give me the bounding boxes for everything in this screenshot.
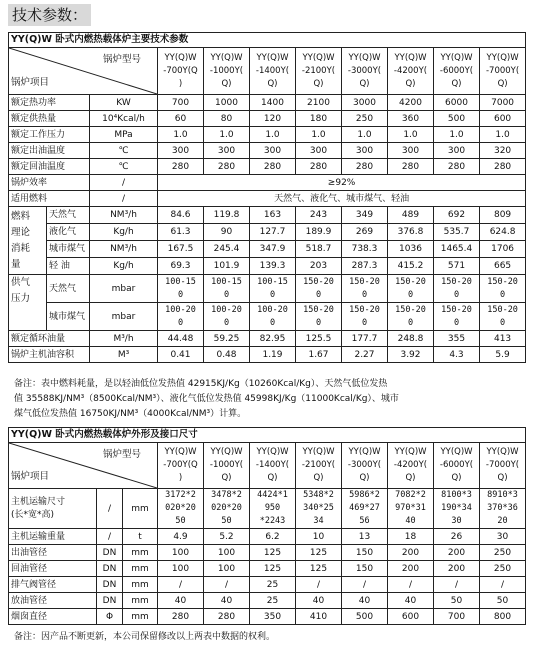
model-header: YY(Q)W -6000Y( Q)	[434, 48, 480, 95]
value-cell: 624.8	[480, 224, 526, 241]
model-header: YY(Q)W -3000Y( Q)	[342, 48, 388, 95]
unit-cell: mm	[123, 489, 158, 529]
unit-cell: Kg/h	[90, 258, 158, 275]
value-cell: 10	[296, 529, 342, 545]
value-cell: 4.9	[158, 529, 204, 545]
value-cell: 80	[204, 111, 250, 127]
unit-cell: mm	[123, 545, 158, 561]
value-cell: 2.27	[342, 347, 388, 363]
value-cell: 150-20 0	[342, 275, 388, 303]
value-cell: 300	[204, 143, 250, 159]
value-cell: 1000	[204, 95, 250, 111]
value-cell: 280	[434, 159, 480, 175]
row-label: 主机运输重量	[9, 529, 97, 545]
value-cell: 1465.4	[434, 241, 480, 258]
value-cell: 6000	[434, 95, 480, 111]
value-cell: 8910*3 370*36 20	[480, 489, 526, 529]
row-label: 额定回油温度	[9, 159, 90, 175]
value-cell: 8100*3 190*34 30	[434, 489, 480, 529]
value-cell: 535.7	[434, 224, 480, 241]
value-cell: 125	[296, 561, 342, 577]
value-cell: 125.5	[296, 331, 342, 347]
table-row	[9, 545, 526, 561]
value-cell: 287.3	[342, 258, 388, 275]
row-label: 额定热功率	[9, 95, 90, 111]
value-cell: ≥92%	[158, 175, 526, 191]
value-cell: 250	[342, 111, 388, 127]
value-cell: 150-20 0	[434, 303, 480, 331]
value-cell: 280	[296, 159, 342, 175]
value-cell: 1.0	[388, 127, 434, 143]
row-label: 额定循环油量	[9, 331, 90, 347]
symbol-cell: /	[97, 489, 123, 529]
value-cell: 410	[296, 609, 342, 625]
value-cell: 200	[434, 561, 480, 577]
row-label: 天然气	[47, 207, 90, 224]
value-cell: 180	[296, 111, 342, 127]
value-cell: 26	[434, 529, 480, 545]
value-cell: 300	[250, 143, 296, 159]
value-cell: 84.6	[158, 207, 204, 224]
value-cell: 500	[434, 111, 480, 127]
value-cell: 1400	[250, 95, 296, 111]
row-label: 烟囱直径	[9, 609, 97, 625]
value-cell: 90	[204, 224, 250, 241]
value-cell: 100	[204, 561, 250, 577]
note-line: 备注：表中燃料耗量，是以轻油低位发热值 42915KJ/Kg（10260Kcal/Kg）、天然气低位发热	[14, 379, 388, 389]
table-row	[9, 111, 526, 127]
table-row	[9, 275, 526, 303]
value-cell: 280	[480, 159, 526, 175]
symbol-cell: DN	[97, 561, 123, 577]
value-cell: 150-20 0	[296, 303, 342, 331]
value-cell: 40	[296, 593, 342, 609]
header-item-label: 锅炉项目	[11, 77, 50, 88]
table-title: YY(Q)W 卧式内燃热载体炉外形及接口尺寸	[9, 428, 526, 443]
value-cell: 100	[158, 545, 204, 561]
note-line: 备注：因产品不断更新，本公司保留修改以上两表中数据的权利。	[14, 632, 276, 642]
value-cell: /	[434, 577, 480, 593]
header-model-label: 锅炉型号	[102, 54, 141, 65]
row-label: 液化气	[47, 224, 90, 241]
value-cell: 1036	[388, 241, 434, 258]
value-cell: 60	[158, 111, 204, 127]
value-cell: 1.0	[204, 127, 250, 143]
value-cell: 13	[342, 529, 388, 545]
unit-cell: ℃	[90, 143, 158, 159]
note-line: 值 35588KJ/NM³（8500Kcal/NM³）、液化气低位发热值 45998KJ/Kg（11000Kcal/Kg）、城市	[14, 394, 399, 404]
value-cell: 127.7	[250, 224, 296, 241]
value-cell: 25	[250, 577, 296, 593]
value-cell: 1.0	[434, 127, 480, 143]
value-cell: 119.8	[204, 207, 250, 224]
model-header: YY(Q)W -4200Y( Q)	[388, 48, 434, 95]
unit-cell: ℃	[90, 159, 158, 175]
symbol-cell: DN	[97, 545, 123, 561]
value-cell: 1.0	[250, 127, 296, 143]
row-label: 回油管径	[9, 561, 97, 577]
value-cell: 100-20 0	[250, 303, 296, 331]
table-row	[9, 529, 526, 545]
value-cell: 50	[434, 593, 480, 609]
title-row	[9, 33, 526, 48]
value-cell: 1.0	[342, 127, 388, 143]
model-header: YY(Q)W -1000Y( Q)	[204, 443, 250, 489]
value-cell: 30	[480, 529, 526, 545]
value-cell: 150-20 0	[480, 303, 526, 331]
value-cell: 280	[250, 159, 296, 175]
value-cell: 150-20 0	[296, 275, 342, 303]
value-cell: 738.3	[342, 241, 388, 258]
model-header: YY(Q)W -1000Y( Q)	[204, 48, 250, 95]
header-diagonal-cell	[9, 48, 158, 95]
value-cell: 150-20 0	[388, 275, 434, 303]
value-cell: 600	[388, 609, 434, 625]
value-cell: 300	[434, 143, 480, 159]
value-cell: 44.48	[158, 331, 204, 347]
unit-cell: Kg/h	[90, 224, 158, 241]
value-cell: 100-15 0	[250, 275, 296, 303]
value-cell: 1.0	[480, 127, 526, 143]
value-cell: 1706	[480, 241, 526, 258]
value-cell: /	[296, 577, 342, 593]
value-cell: 1.0	[158, 127, 204, 143]
value-cell: 809	[480, 207, 526, 224]
title-row	[9, 428, 526, 443]
row-label: 适用燃料	[9, 191, 90, 207]
value-cell: 18	[388, 529, 434, 545]
value-cell: 700	[158, 95, 204, 111]
value-cell: 280	[158, 159, 204, 175]
unit-cell: mm	[123, 561, 158, 577]
table-title: YY(Q)W 卧式内燃热载体炉主要技术参数	[9, 33, 526, 48]
table-row	[9, 191, 526, 207]
value-cell: 150-20 0	[342, 303, 388, 331]
value-cell: 280	[158, 609, 204, 625]
value-cell: 100-20 0	[204, 303, 250, 331]
value-cell: 300	[388, 143, 434, 159]
value-cell: /	[158, 577, 204, 593]
value-cell: 355	[434, 331, 480, 347]
dimension-table	[8, 427, 526, 625]
row-label: 天然气	[47, 275, 90, 303]
value-cell: 280	[342, 159, 388, 175]
value-cell: 200	[388, 545, 434, 561]
value-cell: 50	[480, 593, 526, 609]
unit-cell: NM³/h	[90, 207, 158, 224]
value-cell: 139.3	[250, 258, 296, 275]
value-cell: 3000	[342, 95, 388, 111]
value-cell: 5.2	[204, 529, 250, 545]
model-header: YY(Q)W -6000Y( Q)	[434, 443, 480, 489]
unit-cell: M³	[90, 347, 158, 363]
value-cell: 518.7	[296, 241, 342, 258]
table-row	[9, 258, 526, 275]
main-parameters-table	[8, 32, 526, 363]
value-cell: 280	[204, 159, 250, 175]
value-cell: 320	[480, 143, 526, 159]
value-cell: 101.9	[204, 258, 250, 275]
value-cell: 300	[158, 143, 204, 159]
symbol-cell: DN	[97, 593, 123, 609]
value-cell: 150-20 0	[480, 275, 526, 303]
value-cell: 200	[388, 561, 434, 577]
row-label: 主机运输尺寸 (长*宽*高)	[9, 489, 97, 529]
unit-cell: mm	[123, 609, 158, 625]
value-cell: 163	[250, 207, 296, 224]
header-row	[9, 48, 526, 95]
table-row	[9, 593, 526, 609]
value-cell: 500	[342, 609, 388, 625]
model-header: YY(Q)W -2100Y( Q)	[296, 48, 342, 95]
value-cell: 7000	[480, 95, 526, 111]
value-cell: 100-20 0	[158, 303, 204, 331]
table-row	[9, 609, 526, 625]
value-cell: 692	[434, 207, 480, 224]
value-cell: 天然气、液化气、城市煤气、轻油	[158, 191, 526, 207]
unit-cell: t	[123, 529, 158, 545]
note-line: 煤气低位发热值 16750KJ/NM³（4000Kcal/NM³）计算。	[14, 409, 247, 419]
value-cell: 7082*2 970*31 40	[388, 489, 434, 529]
value-cell: 189.9	[296, 224, 342, 241]
value-cell: 248.8	[388, 331, 434, 347]
value-cell: /	[480, 577, 526, 593]
row-label: 放油管径	[9, 593, 97, 609]
value-cell: 1.0	[296, 127, 342, 143]
table-row	[9, 127, 526, 143]
row-label: 额定供热量	[9, 111, 90, 127]
model-header: YY(Q)W -4200Y( Q)	[388, 443, 434, 489]
header-item-label: 锅炉项目	[11, 471, 50, 482]
value-cell: 4424*1 950 *2243	[250, 489, 296, 529]
value-cell: 6.2	[250, 529, 296, 545]
value-cell: 100	[204, 545, 250, 561]
value-cell: 100-15 0	[158, 275, 204, 303]
value-cell: 1.19	[250, 347, 296, 363]
model-header: YY(Q)W -700Y(Q )	[158, 48, 204, 95]
group-label: 燃料 理论 消耗 量	[9, 207, 47, 275]
row-label: 锅炉主机油容积	[9, 347, 90, 363]
row-label: 排气阀管径	[9, 577, 97, 593]
section-heading: 技术参数：	[8, 4, 91, 26]
value-cell: 61.3	[158, 224, 204, 241]
row-label: 轻 油	[47, 258, 90, 275]
value-cell: 5348*2 340*25 34	[296, 489, 342, 529]
value-cell: 4.3	[434, 347, 480, 363]
value-cell: 125	[250, 545, 296, 561]
unit-cell: M³/h	[90, 331, 158, 347]
value-cell: 2100	[296, 95, 342, 111]
value-cell: 600	[480, 111, 526, 127]
header-model-label: 锅炉型号	[102, 449, 141, 460]
value-cell: 120	[250, 111, 296, 127]
value-cell: 100	[158, 561, 204, 577]
value-cell: 243	[296, 207, 342, 224]
model-header: YY(Q)W -7000Y( Q)	[480, 443, 526, 489]
value-cell: 59.25	[204, 331, 250, 347]
unit-cell: mbar	[90, 275, 158, 303]
table-row	[9, 577, 526, 593]
table-row	[9, 331, 526, 347]
value-cell: 360	[388, 111, 434, 127]
value-cell: 3478*2 020*20 50	[204, 489, 250, 529]
value-cell: 0.41	[158, 347, 204, 363]
table-row	[9, 175, 526, 191]
row-label: 额定出油温度	[9, 143, 90, 159]
value-cell: 25	[250, 593, 296, 609]
value-cell: 150	[342, 561, 388, 577]
row-label: 城市煤气	[47, 303, 90, 331]
value-cell: /	[388, 577, 434, 593]
table-row	[9, 561, 526, 577]
table-row	[9, 159, 526, 175]
value-cell: 5986*2 469*27 56	[342, 489, 388, 529]
value-cell: 40	[204, 593, 250, 609]
value-cell: /	[204, 577, 250, 593]
value-cell: 280	[388, 159, 434, 175]
value-cell: 489	[388, 207, 434, 224]
unit-cell: mbar	[90, 303, 158, 331]
value-cell: 700	[434, 609, 480, 625]
unit-cell: /	[90, 175, 158, 191]
value-cell: 203	[296, 258, 342, 275]
value-cell: 1.67	[296, 347, 342, 363]
value-cell: 177.7	[342, 331, 388, 347]
header-row	[9, 443, 526, 489]
value-cell: 800	[480, 609, 526, 625]
header-diagonal-cell	[9, 443, 158, 489]
row-label: 城市煤气	[47, 241, 90, 258]
table-row	[9, 143, 526, 159]
value-cell: 300	[296, 143, 342, 159]
symbol-cell: DN	[97, 577, 123, 593]
table-row	[9, 303, 526, 331]
model-header: YY(Q)W -1400Y( Q)	[250, 443, 296, 489]
value-cell: 4200	[388, 95, 434, 111]
value-cell: 413	[480, 331, 526, 347]
unit-cell: mm	[123, 577, 158, 593]
copyright-note	[14, 630, 524, 645]
model-header: YY(Q)W -1400Y( Q)	[250, 48, 296, 95]
value-cell: 250	[480, 545, 526, 561]
value-cell: 167.5	[158, 241, 204, 258]
model-header: YY(Q)W -3000Y( Q)	[342, 443, 388, 489]
value-cell: /	[342, 577, 388, 593]
row-label: 锅炉效率	[9, 175, 90, 191]
value-cell: 82.95	[250, 331, 296, 347]
symbol-cell: Φ	[97, 609, 123, 625]
value-cell: 40	[158, 593, 204, 609]
unit-cell: mm	[123, 593, 158, 609]
value-cell: 376.8	[388, 224, 434, 241]
unit-cell: NM³/h	[90, 241, 158, 258]
value-cell: 280	[204, 609, 250, 625]
value-cell: 150-20 0	[388, 303, 434, 331]
table-row	[9, 241, 526, 258]
table-row	[9, 347, 526, 363]
value-cell: 350	[250, 609, 296, 625]
value-cell: 150	[342, 545, 388, 561]
fuel-note	[14, 377, 524, 422]
value-cell: 665	[480, 258, 526, 275]
value-cell: 200	[434, 545, 480, 561]
value-cell: 3172*2 020*20 50	[158, 489, 204, 529]
value-cell: 250	[480, 561, 526, 577]
value-cell: 69.3	[158, 258, 204, 275]
value-cell: 415.2	[388, 258, 434, 275]
value-cell: 0.48	[204, 347, 250, 363]
unit-cell: /	[90, 191, 158, 207]
table-row	[9, 207, 526, 224]
value-cell: 269	[342, 224, 388, 241]
unit-cell: MPa	[90, 127, 158, 143]
group-label: 供气 压力	[9, 275, 47, 331]
table-row	[9, 95, 526, 111]
model-header: YY(Q)W -2100Y( Q)	[296, 443, 342, 489]
value-cell: 3.92	[388, 347, 434, 363]
table-row	[9, 489, 526, 529]
value-cell: 347.9	[250, 241, 296, 258]
model-header: YY(Q)W -700Y(Q )	[158, 443, 204, 489]
value-cell: 40	[342, 593, 388, 609]
model-header: YY(Q)W -7000Y( Q)	[480, 48, 526, 95]
value-cell: 245.4	[204, 241, 250, 258]
row-label: 出油管径	[9, 545, 97, 561]
value-cell: 125	[296, 545, 342, 561]
value-cell: 100-15 0	[204, 275, 250, 303]
value-cell: 125	[250, 561, 296, 577]
value-cell: 150-20 0	[434, 275, 480, 303]
unit-cell: KW	[90, 95, 158, 111]
table-row	[9, 224, 526, 241]
row-label: 额定工作压力	[9, 127, 90, 143]
value-cell: 300	[342, 143, 388, 159]
symbol-cell: /	[97, 529, 123, 545]
value-cell: 40	[388, 593, 434, 609]
value-cell: 349	[342, 207, 388, 224]
value-cell: 5.9	[480, 347, 526, 363]
value-cell: 571	[434, 258, 480, 275]
unit-cell: 10⁴Kcal/h	[90, 111, 158, 127]
